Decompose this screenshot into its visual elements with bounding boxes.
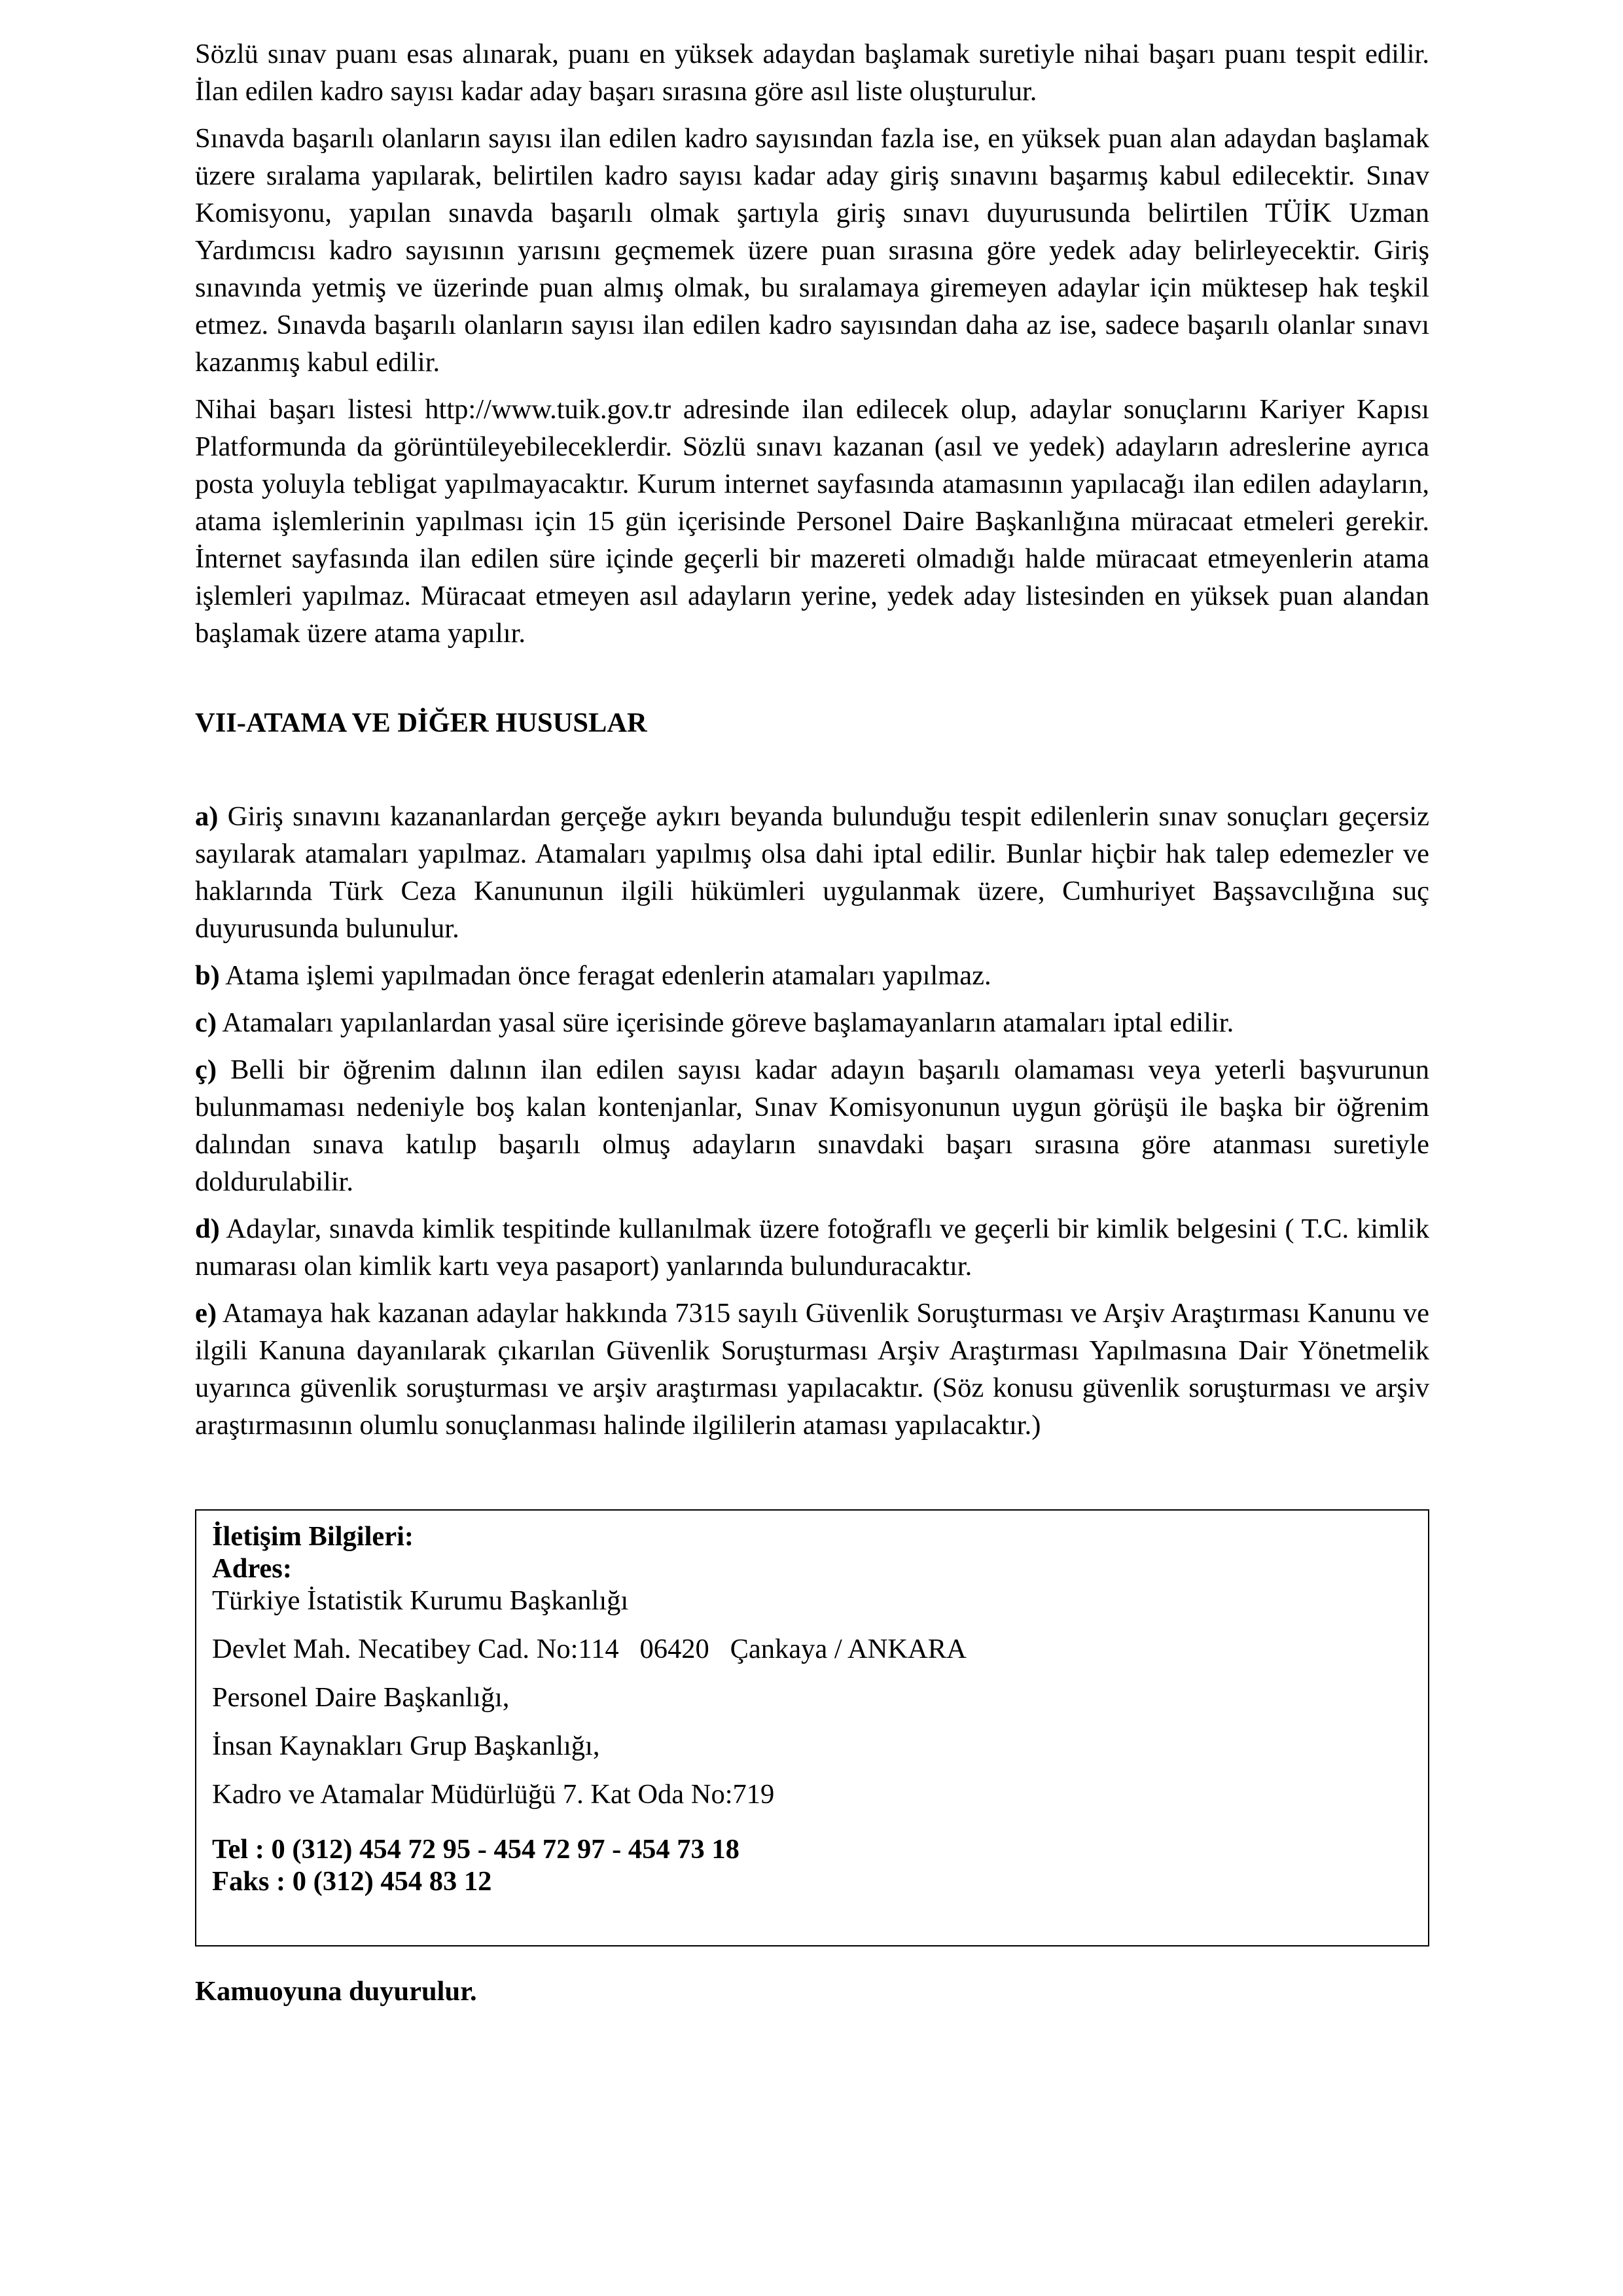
provision-label: e) (195, 1298, 217, 1329)
closing-statement: Kamuoyuna duyurulur. (195, 1976, 477, 2007)
provision-label: a) (195, 801, 219, 832)
provision-text: Atama işlemi yapılmadan önce feragat edenlerin atamaları yapılmaz. (225, 960, 991, 991)
address-line: Türkiye İstatistik Kurumu Başkanlığı (212, 1585, 629, 1616)
provision-item (195, 957, 1429, 994)
provision-item (195, 798, 1429, 947)
phone-block (212, 1833, 1412, 1897)
paragraph-ranking-reserve: Sınavda başarılı olanların sayısı ilan edilen kadro sayısından fazla ise, en yüksek puan alan adaydan başlamak üzere sıralama yapılarak, belirtilen kadro sayısı kadar aday giriş sınavını başarmış kabul edilecektir. Sınav Komisyonu, yapılan sınavda başarılı olmak şartıyla giriş sınavı duyurusunda belirtilen TÜİK Uzman Yardımcısı kadro sayısının yarısını geçmemek üzere puan sırasına göre yedek aday belirleyecektir. Giriş sınavında yetmiş ve üzerinde puan almış olmak, bu sıralamaya giremeyen adaylar için müktesep hak teşkil etmez. Sınavda başarılı olanların sayısı ilan edilen kadro sayısından daha az ise, sadece başarılı olanlar sınavı kazanmış kabul edilir. (195, 123, 1429, 378)
provision-text: Giriş sınavını kazananlardan gerçeğe aykırı beyanda bulunduğu tespit edilenlerin sınav sonuçları geçersiz sayılarak atamaları yapılmaz. Atamaları yapılmış olsa dahi iptal edilir. Bunlar hiçbir hak talep edemezler ve haklarında Türk Ceza Kanununun ilgili hükümleri uygulanmak üzere, Cumhuriyet Başsavcılığına suç duyurusunda bulunulur. (195, 801, 1429, 944)
contact-heading: İletişim Bilgileri: (212, 1521, 414, 1552)
provision-text: Belli bir öğrenim dalının ilan edilen sayısı kadar adayın başarılı olamaması veya yeterli başvurunun bulunmaması nedeniyle boş kalan kontenjanlar, Sınav Komisyonunun uygun görüşü ile başka bir öğrenim dalından sınava katılıp başarılı olmuş adayların sınavdaki başarı sırasına göre atanması suretiyle doldurulabilir. (195, 1054, 1430, 1197)
address-label: Adres: (212, 1553, 292, 1584)
address-line: Kadro ve Atamalar Müdürlüğü 7. Kat Oda No:719 (212, 1779, 775, 1810)
fax-number: Faks : 0 (312) 454 83 12 (212, 1866, 492, 1897)
provision-item (195, 1210, 1429, 1285)
section-title: VII-ATAMA VE DİĞER HUSUSLAR (195, 708, 647, 738)
provision-label: ç) (195, 1054, 217, 1085)
provisions-list (195, 798, 1429, 1444)
provision-label: b) (195, 960, 220, 991)
document-page (195, 35, 1429, 2038)
address-line: İnsan Kaynakları Grup Başkanlığı, (212, 1731, 600, 1761)
contact-box (195, 1509, 1429, 1946)
phone-number: Tel : 0 (312) 454 72 95 - 454 72 97 - 454 73 18 (212, 1834, 740, 1865)
provision-item (195, 1004, 1429, 1041)
address-line: Personel Daire Başkanlığı, (212, 1682, 510, 1713)
paragraph-results-announcement: Nihai başarı listesi http://www.tuik.gov.tr adresinde ilan edilecek olup, adaylar sonuçlarını Kariyer Kapısı Platformunda da görüntüleyebileceklerdir. Sözlü sınavı kazanan (asıl ve yedek) adayların adreslerine ayrıca posta yoluyla tebligat yapılmayacaktır. Kurum internet sayfasında atamasının yapılacağı ilan edilen adayların, atama işlemlerinin yapılması için 15 gün içerisinde Personel Daire Başkanlığına müracaat etmeleri gerekir. İnternet sayfasında ilan edilen süre içinde geçerli bir mazereti olmadığı halde müracaat etmeyenlerin atama işlemleri yapılmaz. Müracaat etmeyen asıl adayların yerine, yedek aday listesinden en yüksek puan alandan başlamak üzere atama yapılır. (195, 394, 1429, 649)
provision-item (195, 1295, 1429, 1444)
provision-text: Adaylar, sınavda kimlik tespitinde kullanılmak üzere fotoğraflı ve geçerli bir kimlik belgesini ( T.C. kimlik numarası olan kimlik kartı veya pasaport) yanlarında bulunduracaktır. (195, 1213, 1429, 1282)
provision-item (195, 1051, 1429, 1200)
provision-text: Atamaya hak kazanan adaylar hakkında 7315 sayılı Güvenlik Soruşturması ve Arşiv Araştırması Kanunu ve ilgili Kanuna dayanılarak çıkarılan Güvenlik Soruşturması Arşiv Araştırması Yapılmasına Dair Yönetmelik uyarınca güvenlik soruşturması ve arşiv araştırması yapılacaktır. (Söz konusu güvenlik soruşturması ve arşiv araştırmasının olumlu sonuçlanması halinde ilgililerin ataması yapılacaktır.) (195, 1298, 1429, 1441)
provision-text: Atamaları yapılanlardan yasal süre içerisinde göreve başlamayanların atamaları iptal edilir. (222, 1007, 1234, 1038)
address-line: Devlet Mah. Necatibey Cad. No:114 06420 Çankaya / ANKARA (212, 1634, 967, 1664)
provision-label: d) (195, 1213, 220, 1244)
provision-label: c) (195, 1007, 217, 1038)
paragraph-final-score: Sözlü sınav puanı esas alınarak, puanı en yüksek adaydan başlamak suretiyle nihai başarı puanı tespit edilir. İlan edilen kadro sayısı kadar aday başarı sırasına göre asıl liste oluşturulur. (195, 39, 1429, 107)
